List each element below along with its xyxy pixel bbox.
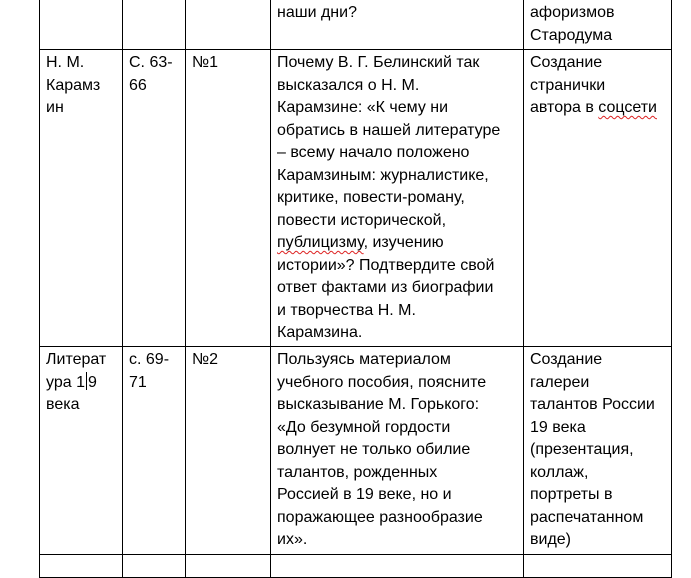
empty-cell[interactable]: [271, 555, 524, 578]
task-cell[interactable]: [524, 50, 672, 347]
topic-text: 9 века: [46, 373, 97, 413]
table-row: [40, 555, 672, 578]
text-cursor: [86, 372, 87, 390]
question-text: , изучению истории»? Подтвердите свой ответ фактами из биографии и творчества Н. М. Карамзина.: [277, 234, 495, 341]
question-text: Почему В. Г. Белинский так высказался о Н. М. Карамзине: «К чему ни обратись в нашей литературе – всему начало положено Карамзиным: журналистике, критике, повести-роману, повести исторической,: [277, 54, 501, 229]
topic-cell[interactable]: [40, 0, 123, 50]
question-cell[interactable]: Пользуясь материалом учебного пособия, поясните высказывание М. Горького: «До безумной гордости волнует не только обилие талантов, рожденных Россией в 19 веке, но и поражающее разнообразие их».: [271, 347, 524, 555]
empty-cell[interactable]: [524, 555, 672, 578]
document-table: [39, 0, 672, 578]
pages-cell[interactable]: С. 63- 66: [123, 50, 186, 347]
pages-cell[interactable]: [123, 0, 186, 50]
empty-cell[interactable]: [186, 555, 271, 578]
topic-text: Литерат ура 1: [46, 351, 107, 391]
task-text: Создание странички автора в: [530, 54, 606, 116]
topic-cell[interactable]: [40, 347, 123, 555]
misspelled-word[interactable]: публицизму: [277, 234, 364, 251]
number-cell[interactable]: №1: [186, 50, 271, 347]
topic-cell[interactable]: Н. М. Карамз ин: [40, 50, 123, 347]
task-cell[interactable]: Создание галереи талантов России 19 века (презентация, коллаж, портреты в распечатанном виде): [524, 347, 672, 555]
table-row: [40, 347, 672, 555]
misspelled-word[interactable]: соцсети: [598, 99, 657, 116]
empty-cell[interactable]: [123, 555, 186, 578]
question-cell[interactable]: наши дни?: [271, 0, 524, 50]
task-cell[interactable]: афоризмов Стародума: [524, 0, 672, 50]
table-row: [40, 50, 672, 347]
question-cell[interactable]: [271, 50, 524, 347]
table-row: [40, 0, 672, 50]
number-cell[interactable]: №2: [186, 347, 271, 555]
pages-cell[interactable]: с. 69- 71: [123, 347, 186, 555]
number-cell[interactable]: [186, 0, 271, 50]
empty-cell[interactable]: [40, 555, 123, 578]
